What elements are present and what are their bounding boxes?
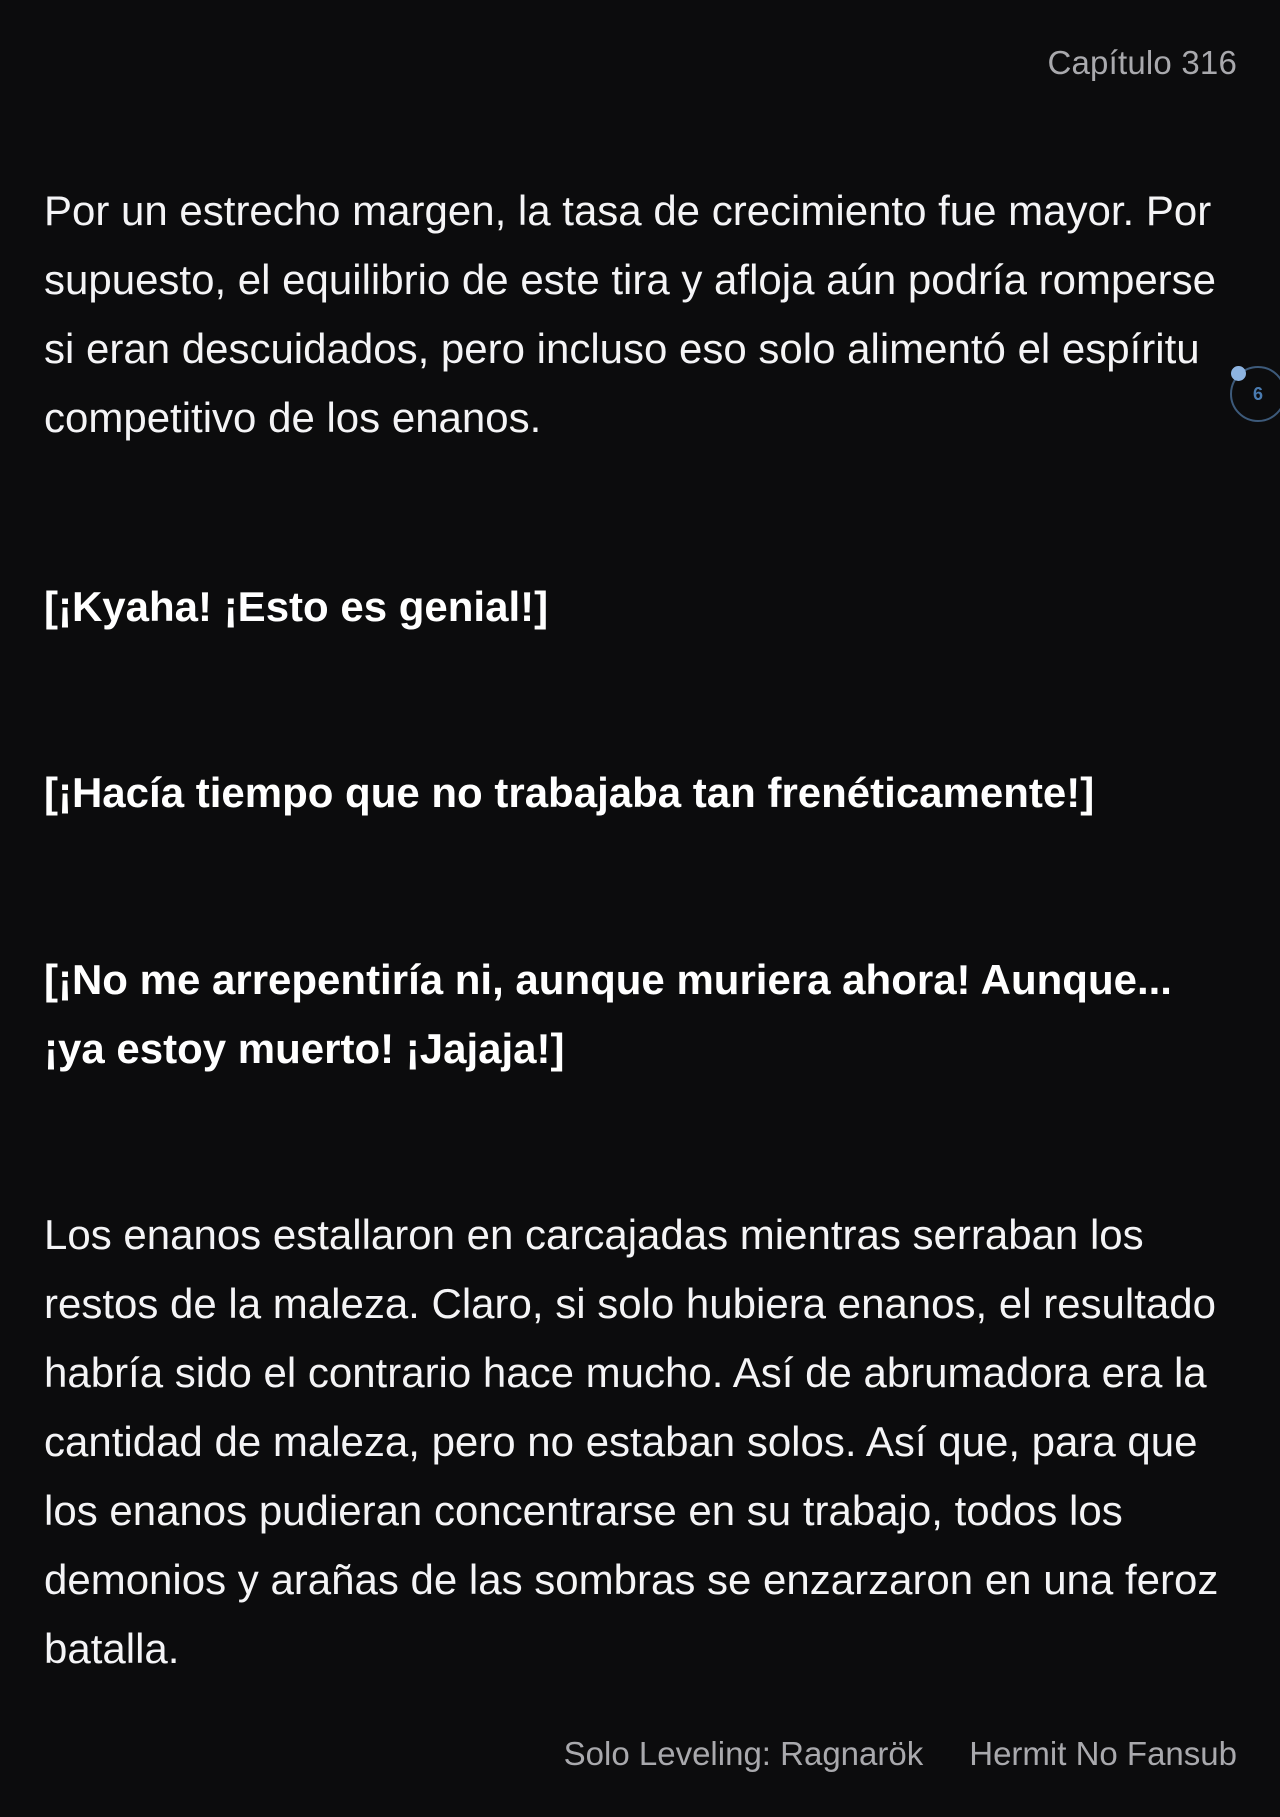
narration-paragraph: Los enanos estallaron en carcajadas mientras serraban los restos de la maleza. Claro, si solo hubiera enanos, el resultado habría sido el contrario hace mucho. Así de abrumadora era la cantidad de maleza, pero no estaban solos. Así que, para que los enanos pudieran concentrarse en su trabajo, todos los demonios y arañas de las sombras se enzarzaron en una feroz batalla. (44, 1211, 1219, 1672)
dialogue-line: [¡Kyaha! ¡Esto es genial!] (44, 583, 549, 630)
progress-label: 6 (1252, 383, 1263, 404)
translator-credit: Hermit No Fansub (969, 1735, 1237, 1772)
progress-handle[interactable] (1231, 366, 1246, 381)
page-footer (564, 1735, 1237, 1773)
dialogue-line: [¡No me arrepentiría ni, aunque muriera ahora! Aunque... ¡ya estoy muerto! ¡Jajaja!] (44, 956, 1172, 1072)
narration-paragraph: Por un estrecho margen, la tasa de crecimiento fue mayor. Por supuesto, el equilibrio de este tira y afloja aún podría romperse si eran descuidados, pero incluso eso solo alimentó el espíritu competitivo de los enanos. (44, 187, 1217, 441)
dialogue-line: [¡Hacía tiempo que no trabajaba tan frenéticamente!] (44, 769, 1095, 816)
book-title: Solo Leveling: Ragnarök (563, 1735, 924, 1772)
chapter-title: Capítulo 316 (1047, 44, 1237, 81)
